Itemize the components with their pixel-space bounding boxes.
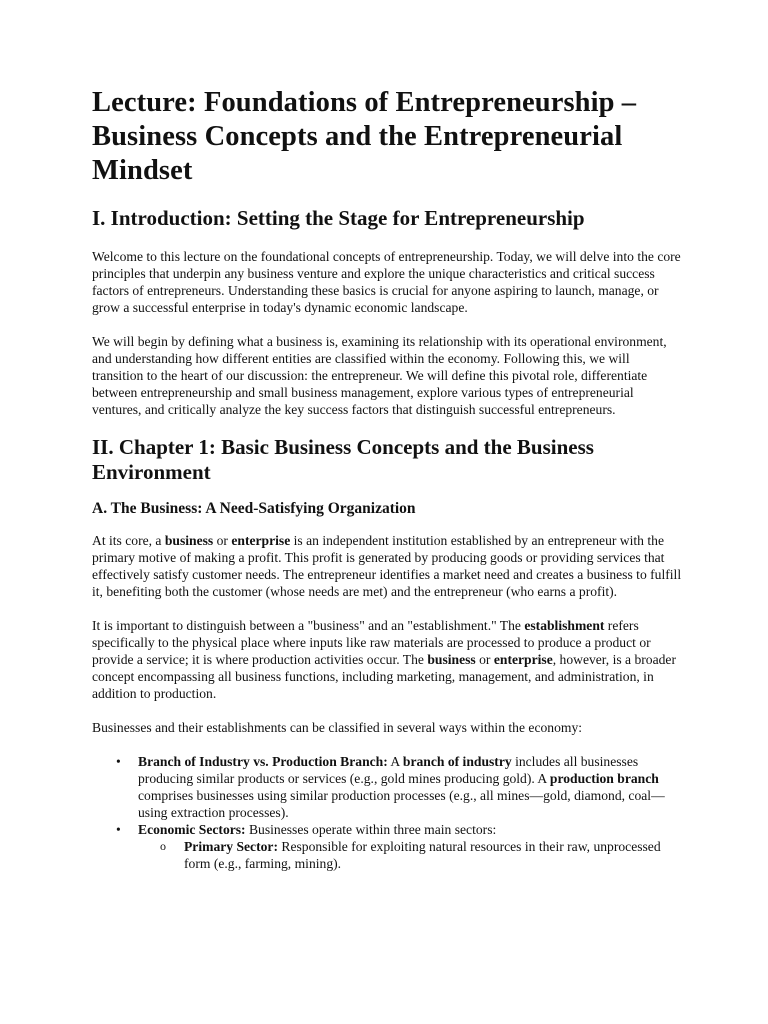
text-run: , however, is a broader concept encompassing all business functions, including marketing, management, and administration, in addition to production. <box>92 652 676 701</box>
classification-intro-paragraph: Businesses and their establishments can be classified in several ways within the economy: <box>92 720 583 735</box>
term-business: business <box>164 533 214 548</box>
document-page <box>92 86 682 872</box>
term-establishment: establishment <box>524 618 605 633</box>
text-run: It is important to distinguish between a "business" and an "establishment." The <box>92 618 525 633</box>
text-run: Responsible for exploiting natural resources in their raw, unprocessed form (e.g., farming, mining). <box>184 839 661 871</box>
establishment-paragraph <box>92 617 682 702</box>
list-item-term: Primary Sector: <box>184 839 278 854</box>
text-run: or <box>475 652 494 667</box>
intro-paragraph-1: Welcome to this lecture on the foundational concepts of entrepreneurship. Today, we will delve into the core principles that underpin any business venture and explore the unique characteristics and critical success factors of entrepreneurs. Understanding these basics is crucial for anyone aspiring to launch, manage, or grow a successful enterprise in today's dynamic economic landscape. <box>92 249 681 315</box>
text-run: includes all businesses producing similar products or services (e.g., gold mines producing gold). A <box>138 754 639 786</box>
term-business: business <box>427 652 476 667</box>
list-item-term: Economic Sectors: <box>138 822 246 837</box>
text-run: is an independent institution established by an entrepreneur with the primary motive of making a profit. This profit is generated by producing goods or providing services that effectively satisfy customer needs. The entrepreneur identifies a market need and creates a business to fulfill it, benefiting both the customer (whose needs are met) and the entrepreneur (who earns a profit). <box>92 533 682 599</box>
section-heading-introduction: I. Introduction: Setting the Stage for Entrepreneurship <box>92 206 585 230</box>
intro-paragraph-2: We will begin by defining what a business is, examining its relationship with its operational environment, and understanding how different entities are classified within the economy. Following this, we will transition to the heart of our discussion: the entrepreneur. We will define this pivotal role, differentiate between entrepreneurship and small business management, explore various types of entrepreneurial ventures, and critically analyze the key success factors that distinguish successful entrepreneurs. <box>92 334 667 417</box>
term-branch-of-industry: branch of industry <box>402 754 512 769</box>
sublist-item-primary-sector <box>160 838 682 872</box>
text-run: Businesses operate within three main sectors: <box>245 822 497 837</box>
term-enterprise: enterprise <box>231 533 291 548</box>
list-item-branch-of-industry <box>116 753 682 821</box>
bullet-icon: • <box>116 822 121 837</box>
business-definition-paragraph <box>92 532 682 600</box>
list-item-term: Branch of Industry vs. Production Branch: <box>138 754 388 769</box>
text-run: refers specifically to the physical place where inputs like raw materials are processed to produce a product or provide a service; it is where production activities occur. The <box>92 618 651 667</box>
document-title: Lecture: Foundations of Entrepreneurship – Business Concepts and the Entrepreneurial Mindset <box>92 87 637 186</box>
bullet-icon: • <box>116 754 121 769</box>
text-run: or <box>213 533 232 548</box>
sector-sublist <box>138 838 682 872</box>
text-run: comprises businesses using similar production processes (e.g., all mines—gold, diamond, coal—using extraction processes). <box>138 788 665 820</box>
list-item-economic-sectors <box>116 821 682 872</box>
text-run: At its core, a <box>92 533 165 548</box>
circle-bullet-icon: o <box>160 839 166 853</box>
section-heading-chapter-1: II. Chapter 1: Basic Business Concepts and the Business Environment <box>92 435 594 484</box>
text-run: A <box>387 754 403 769</box>
term-production-branch: production branch <box>549 771 659 786</box>
subsection-heading-business: A. The Business: A Need-Satisfying Organization <box>92 500 416 517</box>
classification-list <box>92 753 682 872</box>
term-enterprise: enterprise <box>493 652 553 667</box>
